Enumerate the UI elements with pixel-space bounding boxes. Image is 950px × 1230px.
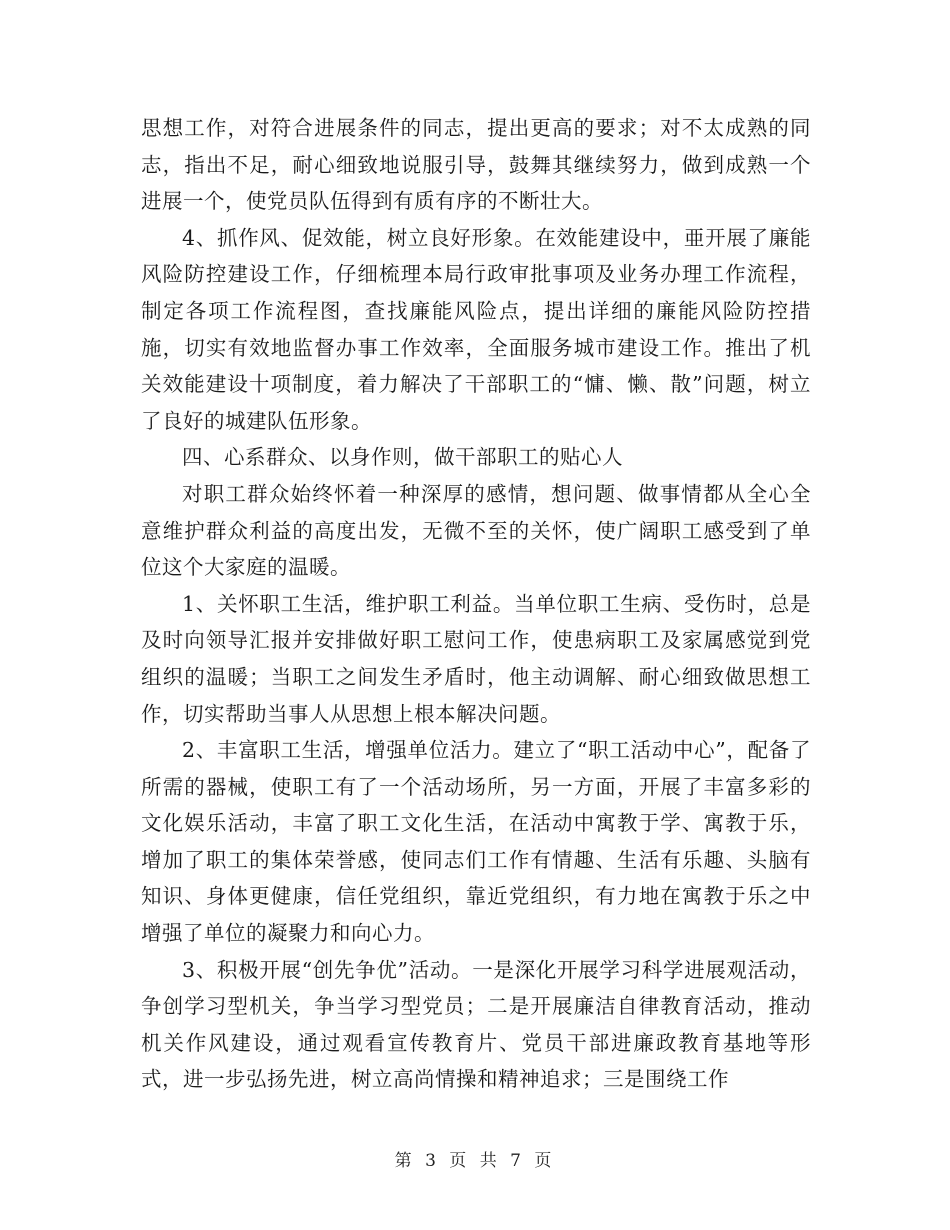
paragraph-item-4: 4、抓作风、促效能，树立良好形象。在效能建设中，亜开展了廉能风险防控建设工作，仔细梳理本局行政审批事项及业务办理工作流程，制定各项工作流程图，查找廉能风险点，提出详细的廉能风险防控措施，切实有效地监督办事工作效率，全面服务城市建设工作。推出了机关效能建设十项制度，着力解决了干部职工的“慵、懒、散”问题，树立了良好的城建队伍形象。 (141, 225, 811, 433)
paragraph-section-intro: 对职工群众始终怀着一种深厚的感情，想问题、做事情都从全心全意维护群众利益的高度出发，无微不至的关怀，使广阔职工感受到了单位这个大家庭的温暖。 (141, 481, 811, 580)
paragraph-item-2: 2、丰富职工生活，增强单位活力。建立了“职工活动中心”，配备了所需的器械，使职工有了一个活动场所，另一方面，开展了丰富多彩的文化娱乐活动，丰富了职工文化生活，在活动中寓教于学、寓教于乐，增加了职工的集体荣誉感，使同志们工作有情趣、生活有乐趣、头脑有知识、身体更健康，信任党组织，靠近党组织，有力地在寓教于乐之中增强了单位的凝聚力和向心力。 (141, 738, 811, 946)
page-number-footer: 第 3 页 共 7 页 (394, 1151, 556, 1171)
paragraph-continuation: 思想工作，对符合进展条件的同志，提出更高的要求；对不太成熟的同志，指出不足，耐心细致地说服引导，鼓舞其继续努力，做到成熟一个进展一个，使党员队伍得到有质有序的不断壮大。 (141, 116, 811, 214)
paragraph-item-3: 3、积极开展“创先争优”活动。一是深化开展学习科学进展观活动，争创学习型机关，争当学习型党员；二是开展廉洁自律教育活动，推动机关作风建设，通过观看宣传教育片、党员干部进廉政教育基地等形式，进一步弘扬先进，树立高尚情操和精神追求；三是围绕工作 (141, 957, 811, 1092)
body-text (141, 110, 811, 1098)
section-heading-4: 四、心系群众、以身作则，做干部职工的贴心人 (182, 445, 623, 470)
paragraph-item-1: 1、关怀职工生活，维护职工利益。当单位职工生病、受伤时，总是及时向领导汇报并安排做好职工慰问工作，使患病职工及家属感觉到党组织的温暖；当职工之间发生矛盾时，他主动调解、耐心细致做思想工作，切实帮助当事人从思想上根本解决问题。 (141, 591, 811, 726)
